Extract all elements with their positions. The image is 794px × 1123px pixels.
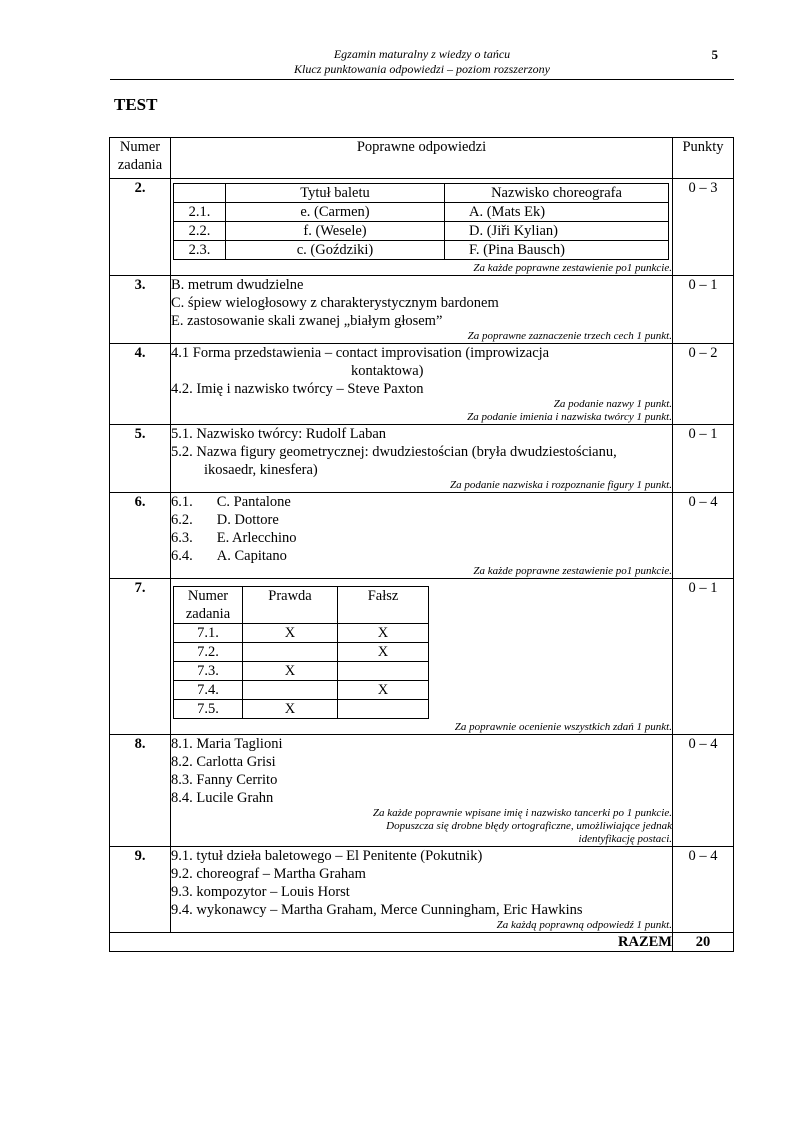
col-num-line1: Numer: [187, 588, 229, 604]
scoring-note: Za każde poprawnie wpisane imię i nazwisko tancerki po 1 punkcie.: [372, 807, 672, 819]
task-number: 8.: [110, 735, 171, 847]
col-ballet-title: Tytuł baletu: [226, 184, 445, 203]
answer-key-table: [109, 137, 734, 952]
col-choreographer: Nazwisko choreografa: [445, 184, 669, 203]
table-row: [174, 643, 429, 662]
row-number: 2.1.: [174, 203, 226, 222]
false-mark: X: [338, 624, 429, 643]
answer-line: [171, 529, 672, 547]
answer-line: [171, 547, 672, 565]
answer-line: 5.2. Nazwa figury geometrycznej: dwudziestościan (bryła dwudziestościanu,: [171, 444, 617, 460]
true-mark: [243, 681, 338, 700]
table-row: [174, 662, 429, 681]
header-key-title: Klucz punktowania odpowiedzi – poziom rozszerzony: [294, 62, 550, 76]
scoring-note: Dopuszcza się drobne błędy ortograficzne, umożliwiające jednak: [386, 820, 672, 832]
answer-line: [171, 493, 672, 511]
task-points: 0 – 3: [673, 179, 734, 276]
ballet-table: [173, 183, 669, 260]
task-answers: [171, 425, 673, 493]
task-answers: [171, 276, 673, 344]
task-row-3: [110, 276, 734, 344]
answer-line: 9.2. choreograf – Martha Graham: [171, 866, 366, 882]
answer-line-continued: ikosaedr, kinesfera): [204, 462, 318, 478]
false-mark: X: [338, 643, 429, 662]
table-row: [174, 222, 669, 241]
task-number: 2.: [110, 179, 171, 276]
task-row-6: [110, 493, 734, 579]
header-exam-title: Egzamin maturalny z wiedzy o tańcu: [333, 47, 511, 61]
scoring-note: Za podanie nazwiska i rozpoznanie figury 1 punkt.: [449, 479, 672, 491]
table-row: [174, 681, 429, 700]
choreographer: F. (Pina Bausch): [445, 241, 669, 260]
section-title: TEST: [114, 95, 158, 114]
item-number: 6.4.: [171, 548, 193, 564]
task-row-2: [110, 179, 734, 276]
task-row-8: [110, 735, 734, 847]
col-num-line2: zadania: [185, 606, 231, 622]
answer-line: 8.4. Lucile Grahn: [171, 790, 274, 806]
table-header-row: [110, 138, 734, 179]
scoring-note: identyfikację postaci.: [578, 833, 672, 845]
task-answers: [171, 735, 673, 847]
task-row-9: [110, 847, 734, 933]
total-label: RAZEM: [110, 933, 673, 952]
scoring-note: Za podanie nazwy 1 punkt.: [553, 398, 672, 410]
answer-line: 9.1. tytuł dzieła baletowego – El Penitente (Pokutnik): [171, 848, 483, 864]
task-answers: [171, 493, 673, 579]
ballet-title: f. (Wesele): [226, 222, 445, 241]
answer-line: 9.4. wykonawcy – Martha Graham, Merce Cunningham, Eric Hawkins: [171, 902, 583, 918]
task-number: 4.: [110, 344, 171, 425]
task-row-7: [110, 579, 734, 735]
task-answers: [171, 847, 673, 933]
task-points: 0 – 4: [673, 735, 734, 847]
item-value: A. Capitano: [216, 548, 287, 564]
row-number: 2.2.: [174, 222, 226, 241]
item-number: 6.2.: [171, 512, 193, 528]
answer-line: 8.3. Fanny Cerrito: [171, 772, 278, 788]
true-mark: X: [243, 700, 338, 719]
item-value: C. Pantalone: [216, 494, 291, 510]
task-number: 9.: [110, 847, 171, 933]
ballet-title: e. (Carmen): [226, 203, 445, 222]
header-points: Punkty: [673, 138, 734, 179]
header-divider: [110, 79, 734, 80]
answer-line: 8.2. Carlotta Grisi: [171, 754, 276, 770]
answer-line-continued: kontaktowa): [351, 363, 424, 379]
ballet-title: c. (Goździki): [226, 241, 445, 260]
task-points: 0 – 1: [673, 276, 734, 344]
row-number: 2.3.: [174, 241, 226, 260]
table-row: [174, 624, 429, 643]
task-points: 0 – 1: [673, 579, 734, 735]
true-false-table: [173, 586, 429, 719]
item-number: 6.1.: [171, 494, 193, 510]
choreographer: A. (Mats Ek): [445, 203, 669, 222]
answer-line: 5.1. Nazwisko twórcy: Rudolf Laban: [171, 426, 387, 442]
answer-line: C. śpiew wielogłosowy z charakterystycznym bardonem: [171, 295, 499, 311]
table-row: [174, 203, 669, 222]
task-points: 0 – 1: [673, 425, 734, 493]
total-points: 20: [673, 933, 734, 952]
answer-line: 4.1 Forma przedstawienia – contact improvisation (improwizacja: [171, 345, 550, 361]
task-points: 0 – 4: [673, 493, 734, 579]
scoring-note: Za poprawnie ocenienie wszystkich zdań 1 punkt.: [454, 721, 672, 733]
true-mark: [243, 643, 338, 662]
task-points: 0 – 2: [673, 344, 734, 425]
false-mark: [338, 700, 429, 719]
table-row: [174, 700, 429, 719]
header-task-number: [110, 138, 171, 179]
true-mark: X: [243, 662, 338, 681]
scoring-note: Za poprawne zaznaczenie trzech cech 1 punkt.: [467, 330, 672, 342]
task-row-4: [110, 344, 734, 425]
page-number: 5: [711, 47, 718, 62]
task-answers: [171, 344, 673, 425]
scoring-note: Za każde poprawne zestawienie po1 punkcie.: [473, 565, 672, 577]
answer-line: E. zastosowanie skali zwanej „białym głosem”: [171, 313, 443, 329]
task-number: 7.: [110, 579, 171, 735]
true-mark: X: [243, 624, 338, 643]
false-mark: X: [338, 681, 429, 700]
header-num-line1: Numer: [119, 139, 161, 155]
choreographer: D. (Jiři Kylian): [445, 222, 669, 241]
ballet-table-corner: [174, 184, 226, 203]
false-mark: [338, 662, 429, 681]
task-number: 3.: [110, 276, 171, 344]
item-value: D. Dottore: [216, 512, 279, 528]
task-answers: [171, 179, 673, 276]
row-number: 7.1.: [174, 624, 243, 643]
col-true: Prawda: [243, 587, 338, 624]
col-false: Fałsz: [338, 587, 429, 624]
answer-line: B. metrum dwudzielne: [171, 277, 304, 293]
header-num-line2: zadania: [117, 157, 163, 173]
scoring-note: Za podanie imienia i nazwiska twórcy 1 punkt.: [467, 411, 672, 423]
task-number: 5.: [110, 425, 171, 493]
answer-line: 8.1. Maria Taglioni: [171, 736, 283, 752]
item-number: 6.3.: [171, 530, 193, 546]
col-task-number: [174, 587, 243, 624]
answer-line: [171, 511, 672, 529]
scoring-note: Za każdą poprawną odpowiedź 1 punkt.: [496, 919, 672, 931]
item-value: E. Arlecchino: [216, 530, 297, 546]
task-points: 0 – 4: [673, 847, 734, 933]
header-answers: Poprawne odpowiedzi: [171, 138, 673, 179]
row-number: 7.3.: [174, 662, 243, 681]
page-header: [110, 47, 734, 77]
row-number: 7.4.: [174, 681, 243, 700]
task-row-5: [110, 425, 734, 493]
scoring-note: Za każde poprawne zestawienie po1 punkcie.: [473, 262, 672, 274]
task-number: 6.: [110, 493, 171, 579]
total-row: [110, 933, 734, 952]
task-answers: [171, 579, 673, 735]
row-number: 7.5.: [174, 700, 243, 719]
row-number: 7.2.: [174, 643, 243, 662]
table-row: [174, 241, 669, 260]
answer-line: 4.2. Imię i nazwisko twórcy – Steve Paxton: [171, 381, 424, 397]
answer-line: 9.3. kompozytor – Louis Horst: [171, 884, 350, 900]
